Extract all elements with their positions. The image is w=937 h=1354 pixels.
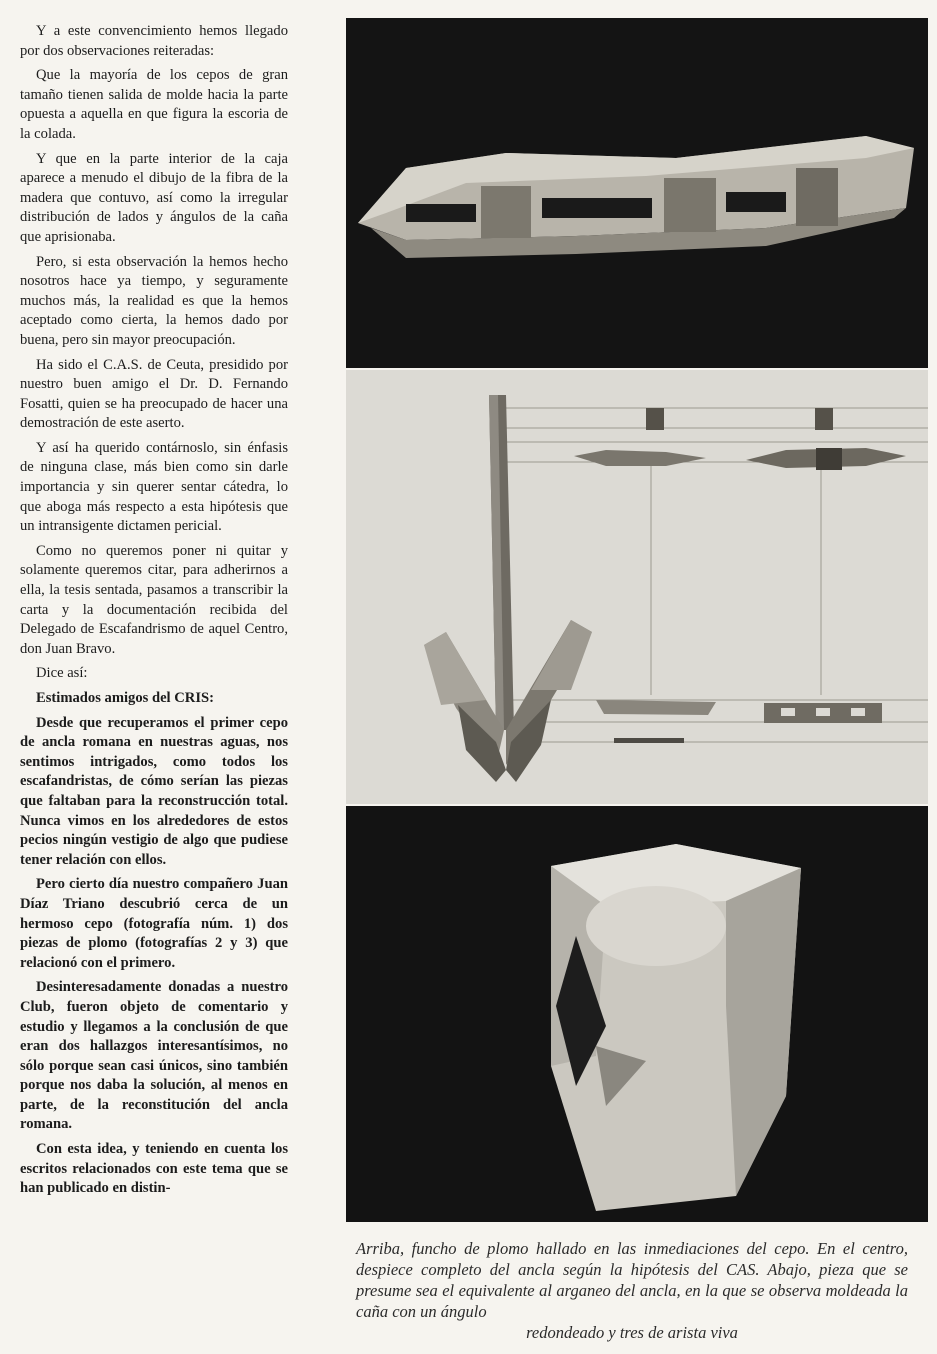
paragraph: Ha sido el C.A.S. de Ceuta, presidido por nuestro buen amigo el Dr. D. Fernando Fosatti, quien se ha preocupado de hacer una demostración de este aserto. bbox=[20, 356, 288, 432]
paragraph: Y así ha querido contárnoslo, sin énfasis de ninguna clase, más bien como sin darle importancia y sin querer sentar cátedra, lo que aboga más respecto a esta hipótesis que un intransigente dictamen pericial. bbox=[20, 439, 288, 535]
lead-bar-photo bbox=[346, 18, 928, 368]
letter-paragraph: Con esta idea, y teniendo en cuenta los escritos relacionados con este tema que se han publicado en distin- bbox=[20, 1141, 288, 1197]
lead-block-photo bbox=[346, 806, 928, 1222]
paragraph: Y que en la parte interior de la caja aparece a menudo el dibujo de la fibra de la madera que contuvo, así como la irregular distribución de lados y ángulos de la caña que aprisionaba. bbox=[20, 150, 288, 245]
photo-caption: Arriba, funcho de plomo hallado en las inmediaciones del cepo. En el centro, despiece completo del ancla según la hipótesis del CAS. Abajo, pieza que se presume sea el equivalente al arganeo del ancla, en la que se observa moldeada la caña con un ángulo bbox=[356, 1239, 908, 1321]
paragraph: Pero, si esta observación la hemos hecho nosotros hace ya tiempo, y seguramente muchos más, la realidad es que la hemos aceptado como cierta, la hemos dado por buena, pero sin mayor preocupación. bbox=[20, 253, 288, 348]
lead-block-icon bbox=[346, 806, 928, 1222]
paragraph: Como no queremos poner ni quitar y solamente queremos citar, para adherirnos a ella, la tesis sentada, pasamos a transcribir la carta y la documentación recibida del Delegado de Escafandrismo de aquel Centro, don Juan Bravo. bbox=[20, 542, 288, 657]
anchor-icon bbox=[346, 370, 928, 804]
paragraph: Dice así: bbox=[36, 665, 88, 682]
paragraph: Que la mayoría de los cepos de gran tamaño tienen salida de molde hacia la parte opuesta a aquella en que figura la escoria de la colada. bbox=[20, 67, 288, 142]
anchor-reconstruction-photo bbox=[346, 370, 928, 804]
photo-caption-last-line: redondeado y tres de arista viva bbox=[526, 1323, 738, 1342]
letter-salutation: Estimados amigos del CRIS: bbox=[36, 690, 214, 706]
letter-paragraph: Pero cierto día nuestro compañero Juan Díaz Triano descubrió cerca de un hermoso cepo (fotografía núm. 1) dos piezas de plomo (fotografías 2 y 3) que relacionó con el primero. bbox=[20, 876, 288, 971]
lead-bar-icon bbox=[346, 18, 928, 368]
article-column bbox=[20, 22, 288, 1204]
letter-paragraph: Desinteresadamente donadas a nuestro Club, fueron objeto de comentario y estudio y llegamos a la conclusión de que eran dos hallazgos interesantísimos, no sólo porque sean casi únicos, sino también porque nos daba la solución, al menos en parte, de la reconstitución del ancla romana. bbox=[20, 979, 288, 1133]
letter-paragraph: Desde que recuperamos el primer cepo de ancla romana en nuestras aguas, nos sentimos intrigados, como todos los escafandristas, de cómo serían las piezas que faltaban para la reconstrucción total. Nunca vimos en los alrededores de estos pecios ningún vestigio de algo que pudiese tener relación con ellos. bbox=[20, 714, 288, 868]
paragraph: Y a este convencimiento hemos llegado por dos observaciones reiteradas: bbox=[20, 23, 288, 59]
